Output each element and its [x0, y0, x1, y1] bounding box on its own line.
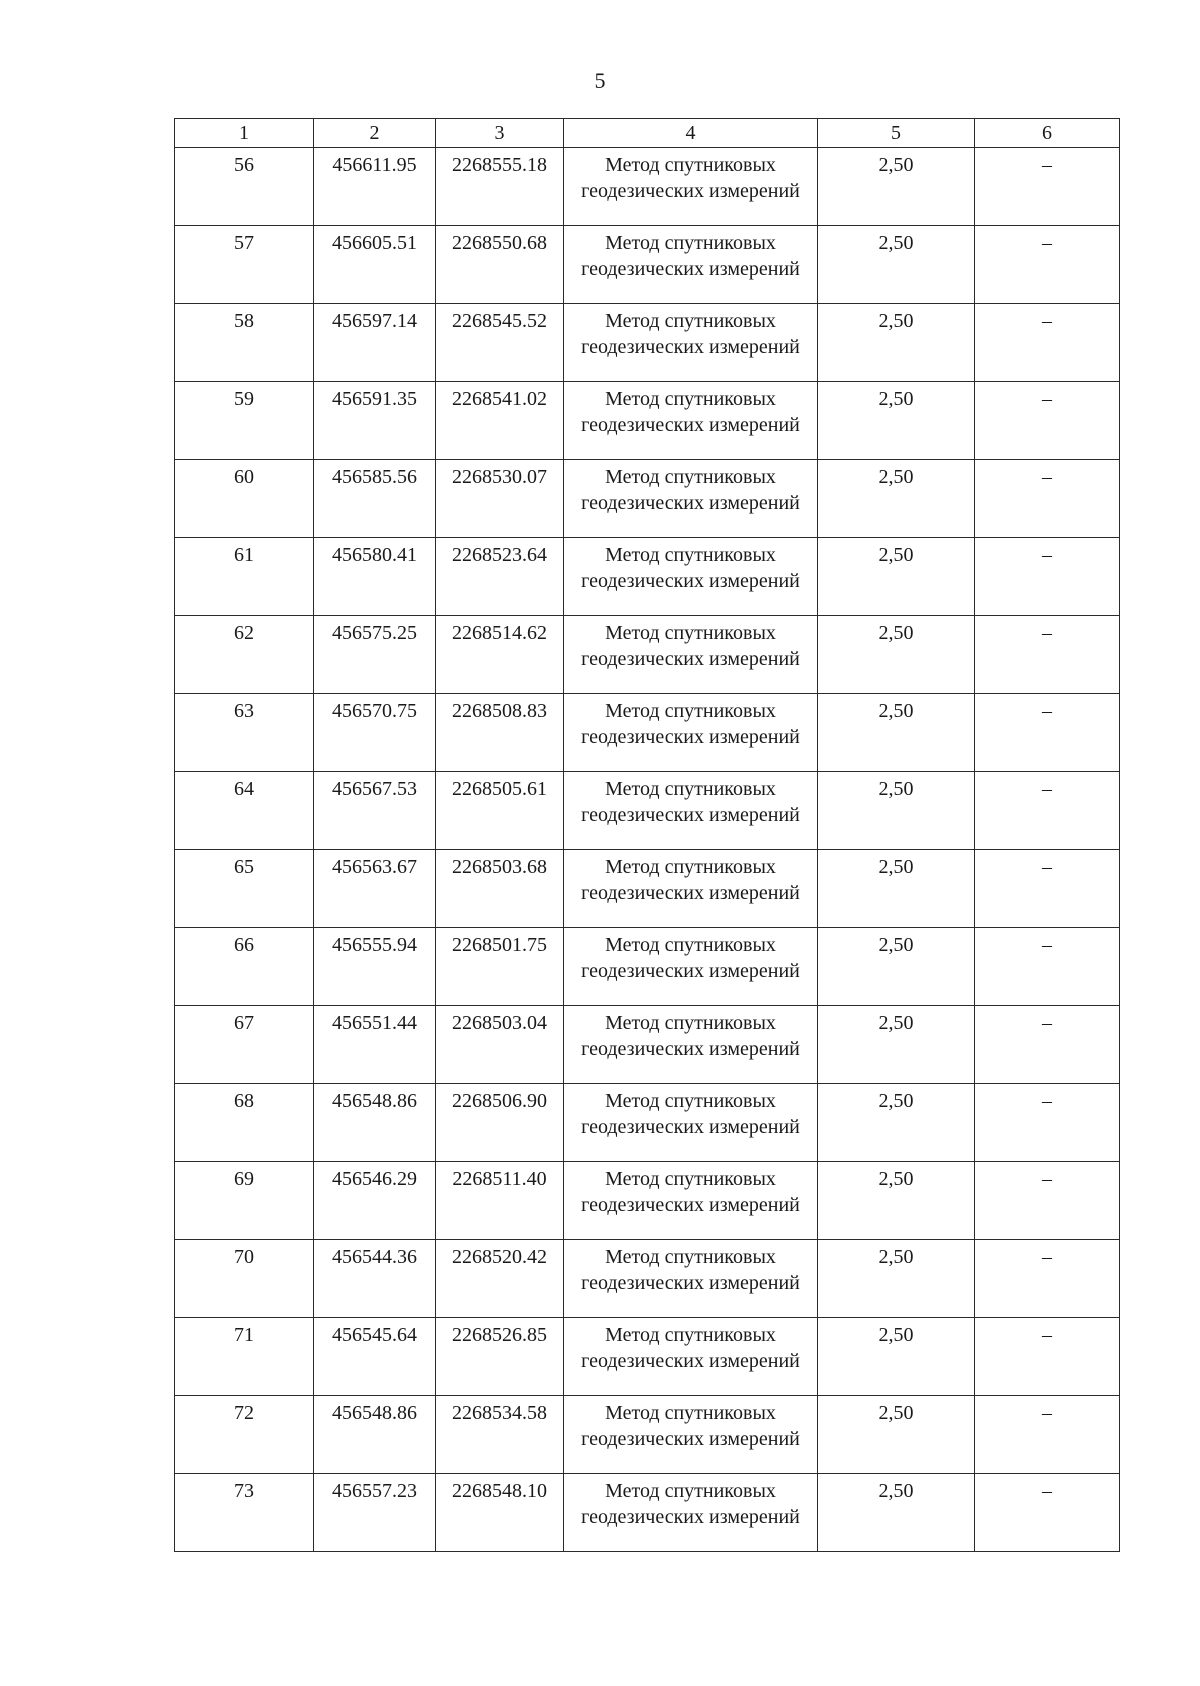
table-row — [175, 1240, 1120, 1318]
y-coordinate-cell: 2268530.07 — [436, 460, 564, 538]
accuracy-cell: 2,50 — [818, 928, 975, 1006]
y-coordinate-cell: 2268505.61 — [436, 772, 564, 850]
method-cell: Метод спутниковых геодезических измерений — [564, 226, 818, 304]
accuracy-cell: 2,50 — [818, 538, 975, 616]
table-row — [175, 538, 1120, 616]
table-row — [175, 226, 1120, 304]
method-cell: Метод спутниковых геодезических измерений — [564, 1318, 818, 1396]
accuracy-cell: 2,50 — [818, 1318, 975, 1396]
point-number-cell: 67 — [175, 1006, 314, 1084]
x-coordinate-cell: 456575.25 — [314, 616, 436, 694]
y-coordinate-cell: 2268534.58 — [436, 1396, 564, 1474]
accuracy-cell: 2,50 — [818, 1006, 975, 1084]
x-coordinate-cell: 456611.95 — [314, 148, 436, 226]
table-row — [175, 1084, 1120, 1162]
x-coordinate-cell: 456591.35 — [314, 382, 436, 460]
table-row — [175, 1162, 1120, 1240]
accuracy-cell: 2,50 — [818, 382, 975, 460]
table-row — [175, 304, 1120, 382]
method-cell: Метод спутниковых геодезических измерений — [564, 1240, 818, 1318]
y-coordinate-cell: 2268555.18 — [436, 148, 564, 226]
point-number-cell: 66 — [175, 928, 314, 1006]
x-coordinate-cell: 456597.14 — [314, 304, 436, 382]
note-cell: – — [975, 850, 1120, 928]
table-row — [175, 148, 1120, 226]
accuracy-cell: 2,50 — [818, 1162, 975, 1240]
method-cell: Метод спутниковых геодезических измерений — [564, 382, 818, 460]
coordinates-table — [174, 118, 1120, 1552]
table-row — [175, 928, 1120, 1006]
x-coordinate-cell: 456551.44 — [314, 1006, 436, 1084]
y-coordinate-cell: 2268501.75 — [436, 928, 564, 1006]
method-cell: Метод спутниковых геодезических измерений — [564, 1084, 818, 1162]
y-coordinate-cell: 2268541.02 — [436, 382, 564, 460]
x-coordinate-cell: 456585.56 — [314, 460, 436, 538]
y-coordinate-cell: 2268526.85 — [436, 1318, 564, 1396]
x-coordinate-cell: 456580.41 — [314, 538, 436, 616]
note-cell: – — [975, 382, 1120, 460]
x-coordinate-cell: 456544.36 — [314, 1240, 436, 1318]
method-cell: Метод спутниковых геодезических измерений — [564, 1006, 818, 1084]
column-header: 6 — [975, 119, 1120, 148]
accuracy-cell: 2,50 — [818, 694, 975, 772]
point-number-cell: 60 — [175, 460, 314, 538]
y-coordinate-cell: 2268508.83 — [436, 694, 564, 772]
table-row — [175, 460, 1120, 538]
y-coordinate-cell: 2268503.04 — [436, 1006, 564, 1084]
accuracy-cell: 2,50 — [818, 1240, 975, 1318]
x-coordinate-cell: 456557.23 — [314, 1474, 436, 1552]
point-number-cell: 58 — [175, 304, 314, 382]
note-cell: – — [975, 1396, 1120, 1474]
note-cell: – — [975, 148, 1120, 226]
y-coordinate-cell: 2268514.62 — [436, 616, 564, 694]
method-cell: Метод спутниковых геодезических измерений — [564, 616, 818, 694]
accuracy-cell: 2,50 — [818, 226, 975, 304]
column-header: 4 — [564, 119, 818, 148]
note-cell: – — [975, 694, 1120, 772]
note-cell: – — [975, 460, 1120, 538]
table-row — [175, 1006, 1120, 1084]
note-cell: – — [975, 538, 1120, 616]
table-row — [175, 694, 1120, 772]
method-cell: Метод спутниковых геодезических измерений — [564, 538, 818, 616]
accuracy-cell: 2,50 — [818, 772, 975, 850]
x-coordinate-cell: 456555.94 — [314, 928, 436, 1006]
point-number-cell: 73 — [175, 1474, 314, 1552]
method-cell: Метод спутниковых геодезических измерений — [564, 850, 818, 928]
table-header-row — [175, 119, 1120, 148]
x-coordinate-cell: 456570.75 — [314, 694, 436, 772]
method-cell: Метод спутниковых геодезических измерений — [564, 460, 818, 538]
y-coordinate-cell: 2268523.64 — [436, 538, 564, 616]
note-cell: – — [975, 616, 1120, 694]
point-number-cell: 57 — [175, 226, 314, 304]
x-coordinate-cell: 456605.51 — [314, 226, 436, 304]
accuracy-cell: 2,50 — [818, 304, 975, 382]
note-cell: – — [975, 1084, 1120, 1162]
column-header: 1 — [175, 119, 314, 148]
method-cell: Метод спутниковых геодезических измерений — [564, 148, 818, 226]
method-cell: Метод спутниковых геодезических измерений — [564, 304, 818, 382]
accuracy-cell: 2,50 — [818, 850, 975, 928]
column-header: 3 — [436, 119, 564, 148]
method-cell: Метод спутниковых геодезических измерений — [564, 1396, 818, 1474]
point-number-cell: 65 — [175, 850, 314, 928]
table-row — [175, 850, 1120, 928]
y-coordinate-cell: 2268545.52 — [436, 304, 564, 382]
method-cell: Метод спутниковых геодезических измерений — [564, 1162, 818, 1240]
note-cell: – — [975, 772, 1120, 850]
note-cell: – — [975, 304, 1120, 382]
point-number-cell: 64 — [175, 772, 314, 850]
method-cell: Метод спутниковых геодезических измерений — [564, 1474, 818, 1552]
note-cell: – — [975, 1240, 1120, 1318]
x-coordinate-cell: 456548.86 — [314, 1084, 436, 1162]
note-cell: – — [975, 1162, 1120, 1240]
page-number: 5 — [594, 68, 606, 93]
note-cell: – — [975, 1318, 1120, 1396]
accuracy-cell: 2,50 — [818, 1084, 975, 1162]
point-number-cell: 59 — [175, 382, 314, 460]
accuracy-cell: 2,50 — [818, 148, 975, 226]
note-cell: – — [975, 928, 1120, 1006]
point-number-cell: 70 — [175, 1240, 314, 1318]
accuracy-cell: 2,50 — [818, 1474, 975, 1552]
point-number-cell: 56 — [175, 148, 314, 226]
table-row — [175, 1474, 1120, 1552]
point-number-cell: 62 — [175, 616, 314, 694]
x-coordinate-cell: 456546.29 — [314, 1162, 436, 1240]
y-coordinate-cell: 2268511.40 — [436, 1162, 564, 1240]
method-cell: Метод спутниковых геодезических измерений — [564, 772, 818, 850]
y-coordinate-cell: 2268503.68 — [436, 850, 564, 928]
point-number-cell: 61 — [175, 538, 314, 616]
point-number-cell: 71 — [175, 1318, 314, 1396]
x-coordinate-cell: 456548.86 — [314, 1396, 436, 1474]
accuracy-cell: 2,50 — [818, 1396, 975, 1474]
x-coordinate-cell: 456567.53 — [314, 772, 436, 850]
table-row — [175, 772, 1120, 850]
point-number-cell: 68 — [175, 1084, 314, 1162]
accuracy-cell: 2,50 — [818, 616, 975, 694]
column-header: 2 — [314, 119, 436, 148]
y-coordinate-cell: 2268548.10 — [436, 1474, 564, 1552]
y-coordinate-cell: 2268550.68 — [436, 226, 564, 304]
note-cell: – — [975, 1006, 1120, 1084]
point-number-cell: 72 — [175, 1396, 314, 1474]
table-row — [175, 616, 1120, 694]
table-body — [175, 148, 1120, 1552]
table-row — [175, 1396, 1120, 1474]
point-number-cell: 63 — [175, 694, 314, 772]
y-coordinate-cell: 2268506.90 — [436, 1084, 564, 1162]
x-coordinate-cell: 456563.67 — [314, 850, 436, 928]
method-cell: Метод спутниковых геодезических измерений — [564, 694, 818, 772]
note-cell: – — [975, 226, 1120, 304]
note-cell: – — [975, 1474, 1120, 1552]
x-coordinate-cell: 456545.64 — [314, 1318, 436, 1396]
column-header: 5 — [818, 119, 975, 148]
y-coordinate-cell: 2268520.42 — [436, 1240, 564, 1318]
point-number-cell: 69 — [175, 1162, 314, 1240]
method-cell: Метод спутниковых геодезических измерений — [564, 928, 818, 1006]
accuracy-cell: 2,50 — [818, 460, 975, 538]
table-row — [175, 382, 1120, 460]
table-row — [175, 1318, 1120, 1396]
